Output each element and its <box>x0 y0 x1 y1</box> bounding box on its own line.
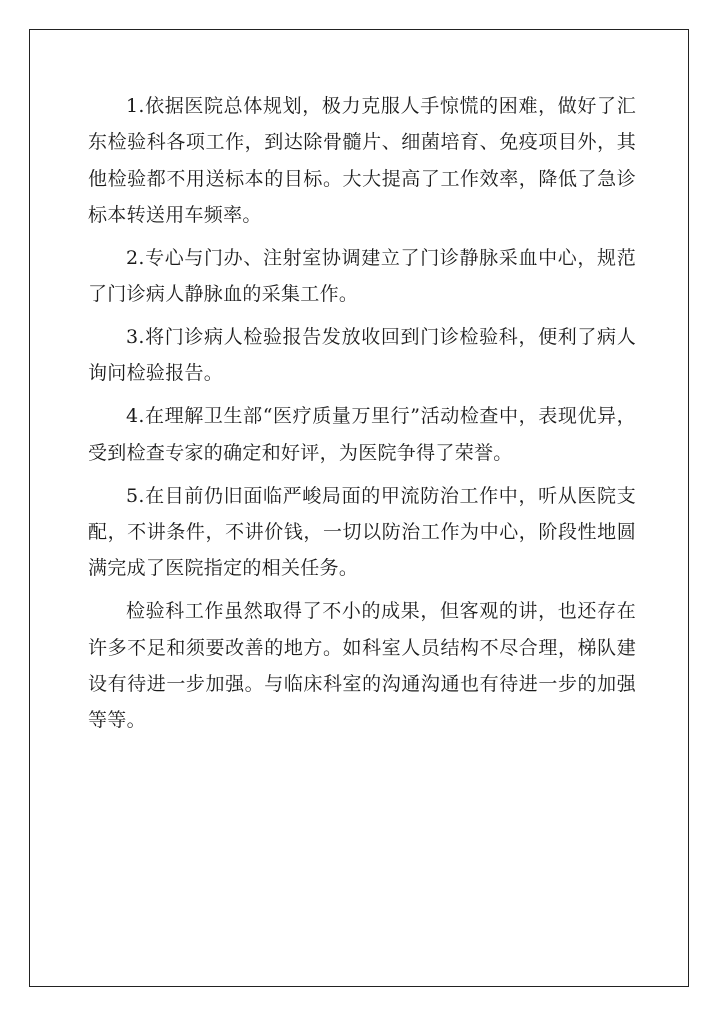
paragraph-6: 检验科工作虽然取得了不小的成果，但客观的讲，也还存在许多不足和须要改善的地方。如科室人员结构不尽合理，梯队建设有待进一步加强。与临床科室的沟通沟通也有待进一步的加强等等。 <box>88 600 636 732</box>
paragraph-5: 5.在目前仍旧面临严峻局面的甲流防治工作中，听从医院支配，不讲条件，不讲价钱，一切以防治工作为中心，阶段性地圆满完成了医院指定的相关任务。 <box>88 484 636 580</box>
paragraph-4: 4.在理解卫生部“医疗质量万里行”活动检查中，表现优异，受到检查专家的确定和好评，为医院争得了荣誉。 <box>88 405 636 464</box>
paragraph-1: 1.依据医院总体规划，极力克服人手惊慌的困难，做好了汇东检验科各项工作，到达除骨髓片、细菌培育、免疫项目外，其他检验都不用送标本的目标。大大提高了工作效率，降低了急诊标本转送用车频率。 <box>88 95 636 226</box>
paragraph-3: 3.将门诊病人检验报告发放收回到门诊检验科，便利了病人询问检验报告。 <box>88 326 636 385</box>
document-body <box>88 88 636 738</box>
paragraph-2: 2.专心与门办、注射室协调建立了门诊静脉采血中心，规范了门诊病人静脉血的采集工作。 <box>88 246 636 306</box>
